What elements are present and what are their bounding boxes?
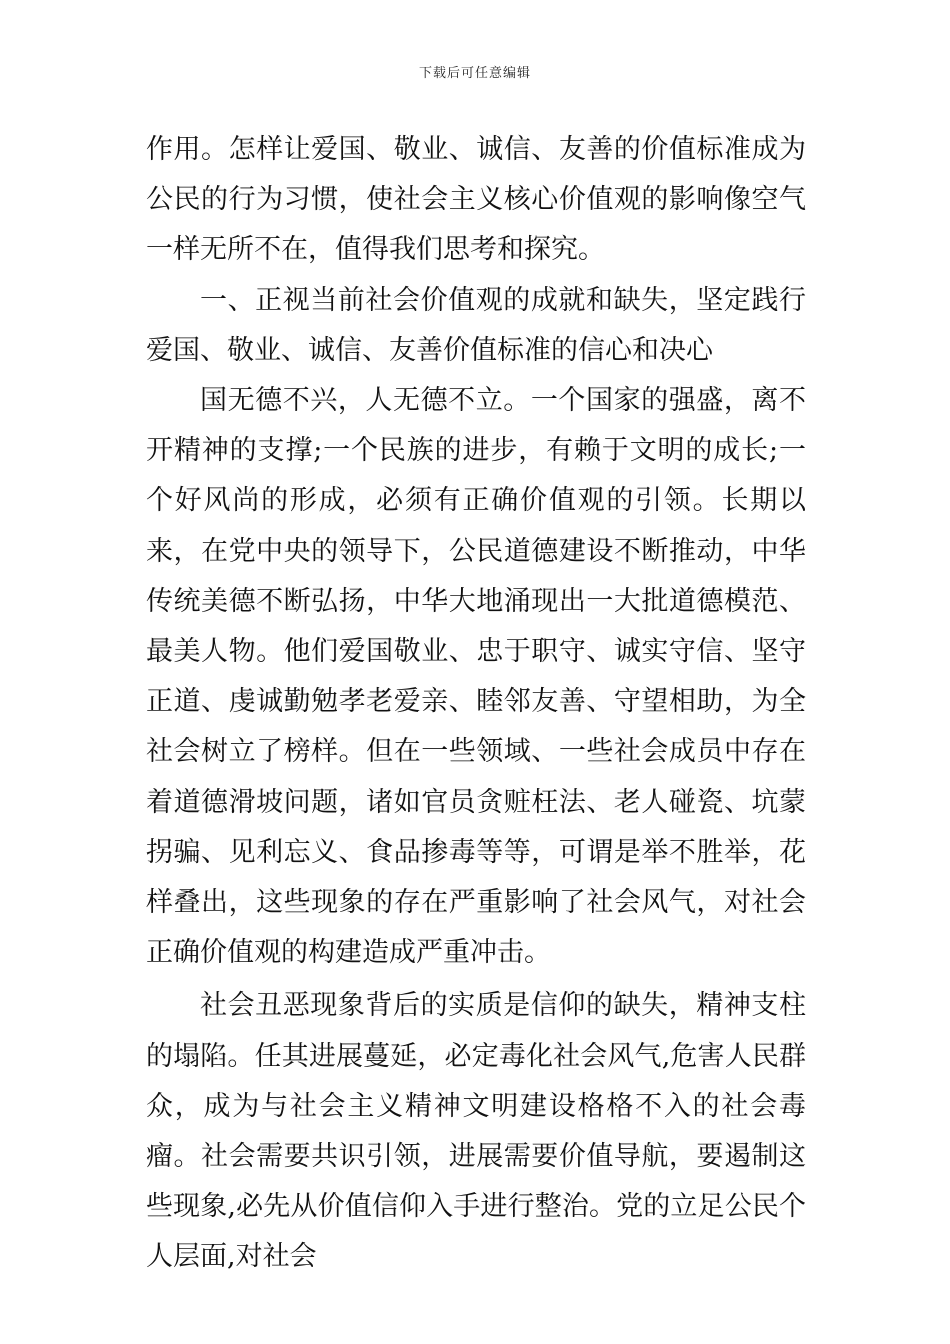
paragraph-4: 社会丑恶现象背后的实质是信仰的缺失，精神支柱的塌陷。任其进展蔓延，必定毒化社会风气,危害人民群众，成为与社会主义精神文明建设格格不入的社会毒瘤。社会需要共识引领，进展需要价值导航，要遏制这些现象,必先从价值信仰入手进行整治。党的立足公民个人层面,对社会	[146, 990, 806, 1273]
page-header-note: 下载后可任意编辑	[418, 66, 531, 81]
paragraph-1: 作用。怎样让爱国、敬业、诚信、友善的价值标准成为公民的行为习惯，使社会主义核心价值观的影响像空气一样无所不在，值得我们思考和探究。	[146, 134, 806, 266]
paragraph-3: 国无德不兴，人无德不立。一个国家的强盛，离不开精神的支撑;一个民族的进步，有赖于文明的成长;一个好风尚的形成，必须有正确价值观的引领。长期以来，在党中央的领导下，公民道德建设不断推动，中华传统美德不断弘扬，中华大地涌现出一大批道德模范、最美人物。他们爱国敬业、忠于职守、诚实守信、坚守正道、虔诚勤勉孝老爱亲、睦邻友善、守望相助，为全社会树立了榜样。但在一些领域、一些社会成员中存在着道德滑坡问题，诸如官员贪赃枉法、老人碰瓷、坑蒙拐骗、见利忘义、食品掺毒等等，可谓是举不胜举，花样叠出，这些现象的存在严重影响了社会风气，对社会正确价值观的构建造成严重冲击。	[146, 385, 806, 969]
document-body	[146, 125, 806, 1283]
paragraph-2-section-heading: 一、正视当前社会价值观的成就和缺失，坚定践行爱国、敬业、诚信、友善价值标准的信心和决心	[146, 284, 806, 366]
